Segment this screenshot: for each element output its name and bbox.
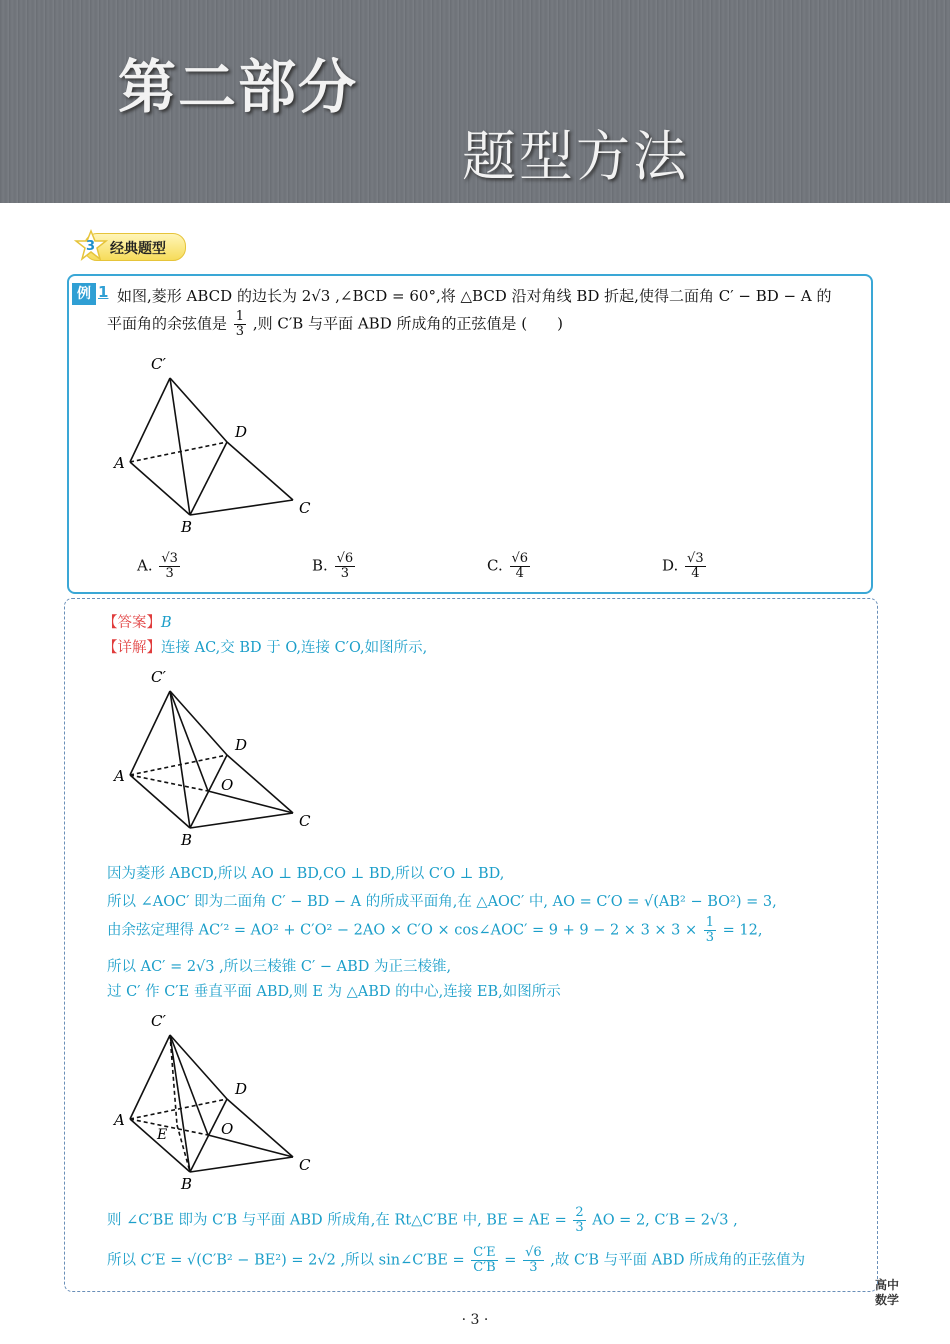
label-a: A: [114, 454, 125, 472]
label-c: C: [299, 812, 311, 830]
label-c: C: [299, 1156, 311, 1174]
solution-line-4: 所以 AC′ = 2√3 ,所以三棱锥 C′ − ABD 为正三棱锥,: [107, 959, 452, 975]
option-c[interactable]: C. $\frac{√6}{4}$: [487, 551, 529, 581]
label-c-prime: C′: [151, 355, 166, 373]
section-tag: [74, 231, 186, 261]
solution-line-7: 所以 C′E = √(C′B² − BE²) = 2√2 ,所以 sin∠C′BE = $\frac{C'E}{C'B}$ = $\frac{√6}{3}$ ,故 C′B 与平面 ABD 所成角的正弦值为: [107, 1245, 806, 1275]
option-a[interactable]: A. $\frac{√3}{3}$: [137, 551, 178, 581]
label-b: B: [181, 831, 193, 849]
figure-1: [105, 350, 335, 540]
label-c-prime: C′: [151, 1012, 166, 1030]
part-title: 第二部分: [118, 53, 359, 121]
figure-3: [105, 1007, 335, 1197]
label-b: B: [181, 1175, 193, 1193]
label-b: B: [181, 518, 193, 536]
section-number: 3: [86, 239, 96, 254]
label-e: E: [157, 1127, 168, 1143]
logo: [872, 1274, 910, 1308]
header-banner: [0, 0, 950, 203]
solution-line-2: 所以 ∠AOC′ 即为二面角 C′ − BD − A 的所成平面角,在 △AOC′ 中, AO = C′O = √(AB² − BO²) = 3,: [107, 894, 777, 910]
logo-line-1: 高中: [875, 1278, 900, 1292]
example-badge: 例: [72, 283, 96, 305]
label-c-prime: C′: [151, 668, 166, 686]
option-d[interactable]: D. $\frac{√3}{4}$: [662, 551, 704, 581]
label-d: D: [235, 1080, 248, 1098]
section-label: 经典题型: [110, 241, 166, 257]
page-number: · 3 ·: [461, 1312, 489, 1328]
question-line-1: 如图,菱形 ABCD 的边长为 2√3 ,∠BCD = 60°,将 △BCD 沿对角线 BD 折起,使得二面角 C′ − BD − A 的: [117, 287, 832, 305]
question-fraction: $\frac{1}{3}$: [235, 309, 245, 339]
label-o: O: [221, 776, 234, 794]
solution-line-1: 因为菱形 ABCD,所以 AO ⊥ BD,CO ⊥ BD,所以 C′O ⊥ BD,: [107, 866, 505, 882]
label-a: A: [114, 1111, 125, 1129]
solution-line-3: 由余弦定理得 AC′² = AO² + C′O² − 2AO × C′O × cos∠AOC′ = 9 + 9 − 2 × 3 × 3 × $\frac{1}{3}$ = 12,: [107, 915, 763, 945]
solution-line-5: 过 C′ 作 C′E 垂直平面 ABD,则 E 为 △ABD 的中心,连接 EB,如图所示: [107, 984, 561, 1000]
logo-line-2: 数学: [875, 1293, 900, 1307]
answer-line: 【答案】B: [103, 615, 172, 631]
label-d: D: [235, 423, 248, 441]
detail-line: 【详解】连接 AC,交 BD 于 O,连接 C′O,如图所示,: [103, 640, 428, 656]
label-d: D: [235, 736, 248, 754]
example-number: 1: [98, 283, 109, 301]
question-line-2: 平面角的余弦值是 $\frac{1}{3}$ ,则 C′B 与平面 ABD 所成角的正弦值是 ( ): [107, 309, 563, 339]
solution-line-6: 则 ∠C′BE 即为 C′B 与平面 ABD 所成角,在 Rt△C′BE 中, BE = AE = $\frac{2}{3}$ AO = 2, C′B = 2√3 ,: [107, 1205, 738, 1235]
label-o: O: [221, 1120, 234, 1138]
label-c: C: [299, 499, 311, 517]
option-b[interactable]: B. $\frac{√6}{3}$: [312, 551, 354, 581]
figure-2: [105, 663, 335, 853]
label-a: A: [114, 767, 125, 785]
part-subtitle: 题型方法: [462, 125, 690, 188]
